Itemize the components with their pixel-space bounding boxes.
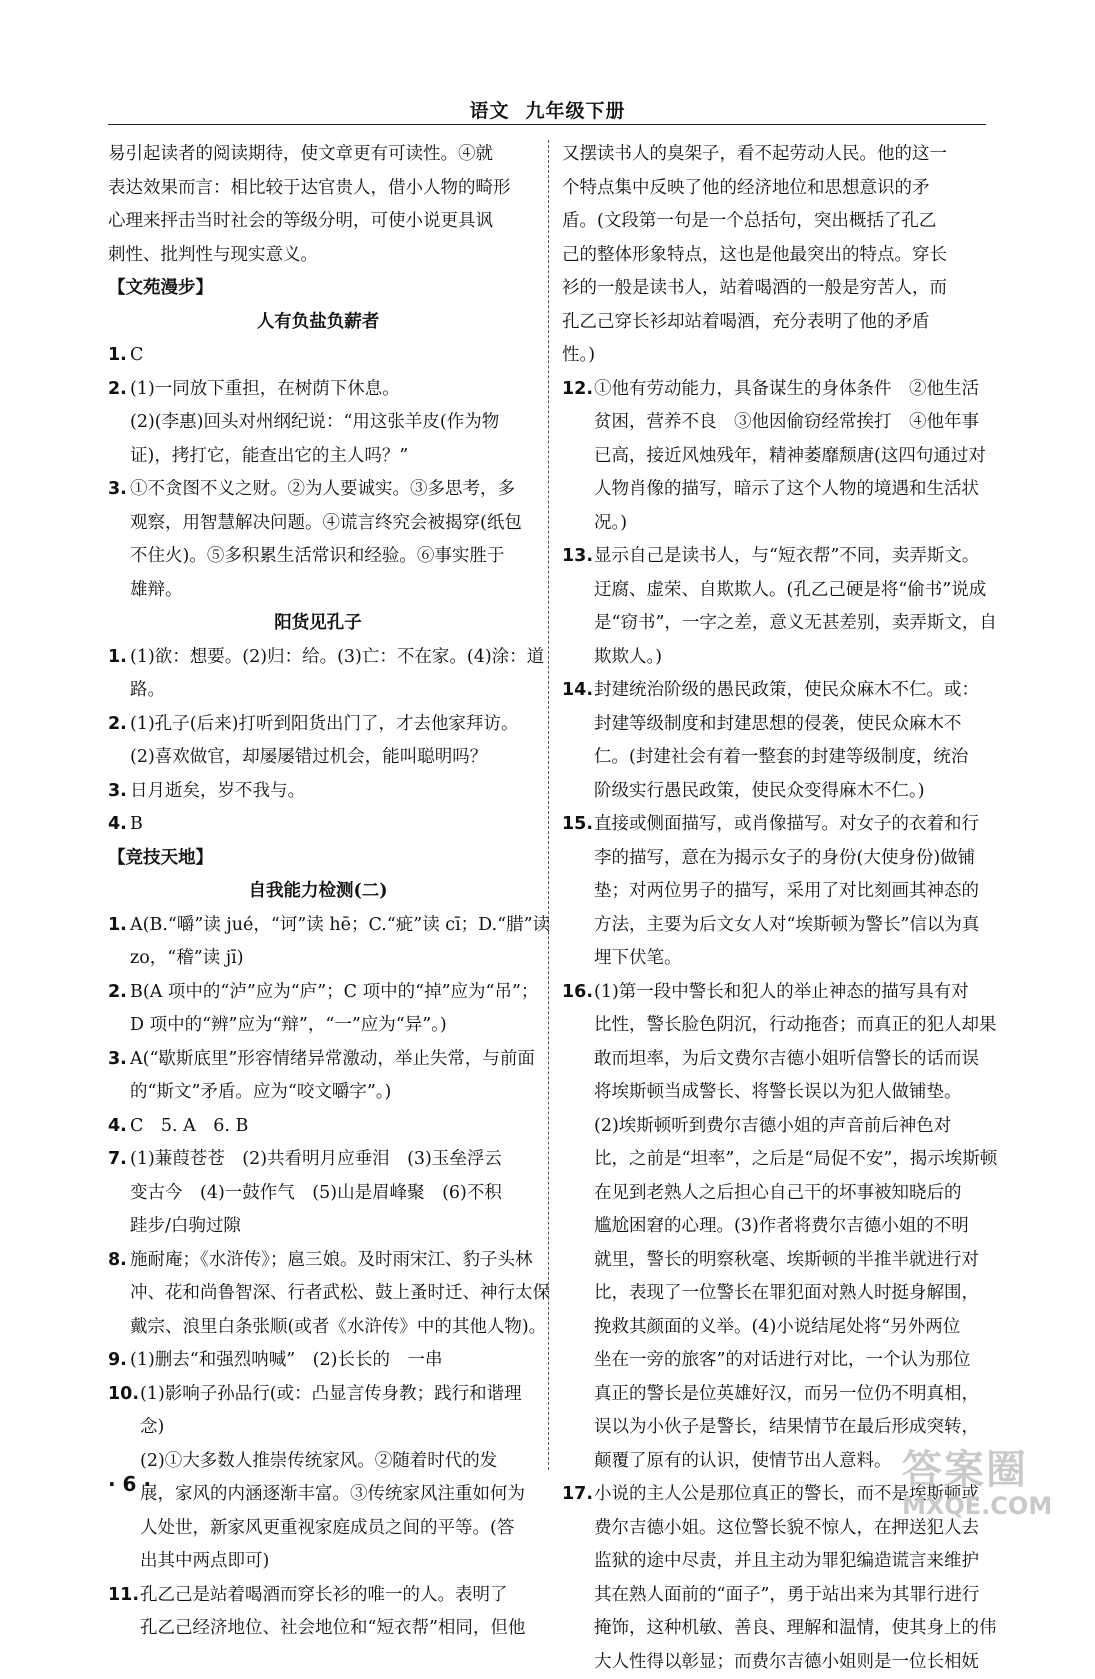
answer-item (108, 1579, 528, 1646)
text-line: (2)(李惠)回头对州纲纪说：“用这张羊皮(作为物 (130, 406, 528, 440)
text-line: 戴宗、浪里白条张顺(或者《水浒传》中的其他人物)。 (130, 1311, 550, 1345)
answer-item (108, 708, 528, 775)
item-number: 4. (108, 1110, 130, 1144)
text-line: 贫困，营养不良 ③他因偷窃经常挨打 ④他年事 (594, 406, 986, 440)
answer-item (108, 1344, 528, 1378)
text-line: B(A 项中的“泸”应为“庐”；C 项中的“掉”应为“吊”； (130, 976, 538, 1010)
text-line: 不住火)。⑤多积累生活常识和经验。⑥事实胜于 (130, 540, 528, 574)
item-number: 2. (108, 373, 130, 474)
text-line: 又摆读书人的臭架子，看不起劳动人民。他的这一 (562, 138, 986, 172)
item-number: 14. (562, 674, 594, 808)
text-line: 人处世，新家风更重视家庭成员之间的平等。(答 (140, 1512, 528, 1546)
item-text (594, 674, 986, 808)
text-line: 真正的警长是位英雄好汉，而另一位仍不明真相， (594, 1378, 997, 1412)
item-text (140, 1378, 528, 1579)
item-number: 3. (108, 473, 130, 607)
item-number: 1. (108, 909, 130, 976)
item-number: 15. (562, 808, 594, 976)
text-line: 阶级实行愚民政策，使民众变得麻木不仁。) (594, 775, 986, 809)
text-line: 方法，主要为后文女人对“埃斯顿为警长”信以为真 (594, 909, 986, 943)
text-line: ①他有劳动能力，具备谋生的身体条件 ②他生活 (594, 373, 986, 407)
item-number: 9. (108, 1344, 130, 1378)
item-number: 17. (562, 1478, 594, 1679)
text-line: 比，之前是“坦率”，之后是“局促不安”，揭示埃斯顿 (594, 1143, 997, 1177)
text-line: 性。) (562, 339, 986, 373)
text-line: 掩饰，这种机敏、善良、理解和温情，使其身上的伟 (594, 1612, 997, 1646)
text-line: 跬步/白驹过隙 (130, 1210, 528, 1244)
answer-item (562, 373, 986, 541)
text-line: 孔乙己是站着喝酒而穿长衫的唯一的人。表明了 (140, 1579, 528, 1613)
text-line: 展，家风的内涵逐渐丰富。③传统家风注重如何为 (140, 1478, 528, 1512)
text-line: 已高，接近风烛残年，精神萎靡颓唐(这四句通过对 (594, 440, 986, 474)
answer-item (108, 1110, 528, 1144)
text-line: 直接或侧面描写，或肖像描写。对女子的衣着和行 (594, 808, 986, 842)
article-title: 阳货见孔子 (108, 607, 528, 641)
answer-item (108, 1378, 528, 1579)
item-text (140, 1579, 528, 1646)
text-line: 人物肖像的描写，暗示了这个人物的境遇和生活状 (594, 473, 986, 507)
text-line: 况。) (594, 507, 986, 541)
text-line: 在见到老熟人之后担心自己干的坏事被知晓后的 (594, 1177, 997, 1211)
text-line: 施耐庵；《水浒传》；扈三娘。及时雨宋江、豹子头林 (130, 1244, 550, 1278)
text-line: (1)蒹葭苍苍 (2)共看明月应垂泪 (3)玉垒浮云 (130, 1143, 528, 1177)
text-line: 封建等级制度和封建思想的侵袭，使民众麻木不 (594, 708, 986, 742)
text-line: 孔乙己经济地位、社会地位和“短衣帮”相同，但他 (140, 1612, 528, 1646)
item-text (130, 708, 528, 775)
text-line: 路。 (130, 674, 544, 708)
text-line: 欺欺人。) (594, 641, 997, 675)
text-line: 心理来抨击当时社会的等级分明，可使小说更具讽 (108, 205, 528, 239)
item-text (594, 373, 986, 541)
text-line: 雄辩。 (130, 574, 528, 608)
text-line: A(“歇斯底里”形容情绪异常激动，举止失常，与前面 (130, 1043, 535, 1077)
text-line: 监狱的途中尽责，并且主动为罪犯编造谎言来维护 (594, 1545, 997, 1579)
answer-item (562, 808, 986, 976)
text-line: C (130, 339, 528, 373)
item-text (594, 976, 997, 1479)
answer-item (108, 808, 528, 842)
item-number: 3. (108, 775, 130, 809)
text-line: 尴尬困窘的心理。(3)作者将费尔吉德小姐的不明 (594, 1210, 997, 1244)
text-line: 表达效果而言：相比较于达官贵人，借小人物的畸形 (108, 172, 528, 206)
text-line: 挽救其颜面的义举。(4)小说结尾处将“另外两位 (594, 1311, 997, 1345)
text-line: 比，表现了一位警长在罪犯面对熟人时挺身解围， (594, 1277, 997, 1311)
answer-item (108, 339, 528, 373)
text-line: 己的整体形象特点，这也是他最突出的特点。穿长 (562, 239, 986, 273)
item-number: 2. (108, 976, 130, 1043)
text-line: 盾。(文段第一句是一个总括句，突出概括了孔乙 (562, 205, 986, 239)
text-line: 是“窃书”，一字之差，意义无甚差别，卖弄斯文，自 (594, 607, 997, 641)
answer-item (108, 373, 528, 474)
header-subject: 语文 (469, 100, 509, 122)
item-text (130, 909, 550, 976)
text-line: 封建统治阶级的愚民政策，使民众麻木不仁。或： (594, 674, 986, 708)
text-line: (1)第一段中警长和犯人的举止神态的描写具有对 (594, 976, 997, 1010)
text-line: 出其中两点即可) (140, 1545, 528, 1579)
item-number: 3. (108, 1043, 130, 1110)
text-line: ①不贪图不义之财。②为人要诚实。③多思考，多 (130, 473, 528, 507)
item-number: 12. (562, 373, 594, 541)
text-line: 就里，警长的明察秋毫、埃斯顿的半推半就进行对 (594, 1244, 997, 1278)
text-line: 垫；对两位男子的描写，采用了对比刻画其神态的 (594, 875, 986, 909)
text-line: 观察，用智慧解决问题。④谎言终究会被揭穿(纸包 (130, 507, 528, 541)
text-line: (1)影响子孙品行(或：凸显言传身教；践行和谐理 (140, 1378, 528, 1412)
header-rule (108, 124, 986, 125)
text-line: (2)埃斯顿听到费尔吉德小姐的声音前后神色对 (594, 1110, 997, 1144)
text-line: 坐在一旁的旅客”的对话进行对比，一个认为那位 (594, 1344, 997, 1378)
item-number: 1. (108, 339, 130, 373)
watermark-url: MXQE.COM (902, 1492, 1082, 1520)
item-number: 4. (108, 808, 130, 842)
item-number: 10. (108, 1378, 140, 1579)
answer-item (108, 976, 528, 1043)
item-number: 16. (562, 976, 594, 1479)
item-text (130, 808, 528, 842)
answer-item (562, 674, 986, 808)
text-line: 费尔吉德小姐。这位警长貌不惊人，在押送犯人去 (594, 1512, 997, 1546)
text-line: (1)欲：想要。(2)归：给。(3)亡：不在家。(4)涂：道 (130, 641, 544, 675)
text-line: zo，“稽”读 jī) (130, 942, 550, 976)
text-line: 误以为小伙子是警长，结果情节在最后形成突转， (594, 1411, 997, 1445)
text-line: 刺性、批判性与现实意义。 (108, 239, 528, 273)
item-number: 7. (108, 1143, 130, 1244)
text-line: 小说的主人公是那位真正的警长，而不是埃斯顿或 (594, 1478, 997, 1512)
item-number: 8. (108, 1244, 130, 1345)
answer-item (562, 976, 986, 1479)
item-number: 11. (108, 1579, 140, 1646)
answer-item (562, 540, 986, 674)
text-line: (1)删去“和强烈呐喊” (2)长长的 一串 (130, 1344, 528, 1378)
item-number: 13. (562, 540, 594, 674)
text-line: 比性，警长脸色阴沉，行动拖沓；而真正的犯人却果 (594, 1009, 997, 1043)
item-number: 2. (108, 708, 130, 775)
text-line: 冲、花和尚鲁智深、行者武松、鼓上蚤时迁、神行太保 (130, 1277, 550, 1311)
answer-item (108, 1043, 528, 1110)
text-line: 衫的一般是读书人，站着喝酒的一般是穷苦人，而 (562, 272, 986, 306)
text-line: 李的描写，意在为揭示女子的身份(大使身份)做铺 (594, 842, 986, 876)
article-title: 人有负盐负薪者 (108, 306, 528, 340)
text-line: A(B.“嚼”读 jué，“诃”读 hē；C.“疵”读 cī；D.“腊”读 (130, 909, 550, 943)
item-text (130, 1244, 550, 1345)
item-text (130, 473, 528, 607)
item-text (130, 641, 544, 708)
text-line: 仁。(封建社会有着一整套的封建等级制度，统治 (594, 741, 986, 775)
text-line: 将埃斯顿当成警长、将警长误以为犯人做铺垫。 (594, 1076, 997, 1110)
text-line: 变古今 (4)一鼓作气 (5)山是眉峰聚 (6)不积 (130, 1177, 528, 1211)
item-text (130, 1110, 528, 1144)
text-line: 的“斯文”矛盾。应为“咬文嚼字”。) (130, 1076, 535, 1110)
watermark-logo (902, 1448, 1082, 1528)
text-line: 颠覆了原有的认识，使情节出人意料。 (594, 1445, 997, 1479)
section-heading: 【竞技天地】 (108, 842, 528, 876)
item-text (594, 540, 997, 674)
text-line: (2)喜欢做官，却屡屡错过机会，能叫聪明吗？ (130, 741, 528, 775)
text-line: 个特点集中反映了他的经济地位和思想意识的矛 (562, 172, 986, 206)
answer-item (108, 1244, 528, 1345)
answer-item (108, 473, 528, 607)
text-line: (2)①大多数人推崇传统家风。②随着时代的发 (140, 1445, 528, 1479)
text-line: 埋下伏笔。 (594, 942, 986, 976)
text-line: 显示自己是读书人，与“短衣帮”不同，卖弄斯文。 (594, 540, 997, 574)
item-text (130, 373, 528, 474)
text-line: D 项中的“辨”应为“辩”，“一”应为“异”。) (130, 1009, 538, 1043)
text-line: C 5. A 6. B (130, 1110, 528, 1144)
item-text (130, 1143, 528, 1244)
text-line: 敢而坦率，为后文费尔吉德小姐听信警长的话而误 (594, 1043, 997, 1077)
text-line: 迂腐、虚荣、自欺欺人。(孔乙己硬是将“偷书”说成 (594, 574, 997, 608)
watermark-text: 答案圈 (902, 1448, 1082, 1492)
text-line: 证)，拷打它，能查出它的主人吗？” (130, 440, 528, 474)
answer-item (108, 909, 528, 976)
answer-item (108, 775, 528, 809)
item-number: 1. (108, 641, 130, 708)
item-text (130, 1043, 535, 1110)
text-line: (1)孔子(后来)打听到阳货出门了，才去他家拜访。 (130, 708, 528, 742)
text-line: 日月逝矣，岁不我与。 (130, 775, 528, 809)
item-text (130, 775, 528, 809)
header-grade: 九年级下册 (526, 100, 626, 122)
answer-item (108, 641, 528, 708)
text-line: 其在熟人面前的“面子”，勇于站出来为其罪行进行 (594, 1579, 997, 1613)
answer-item (108, 1143, 528, 1244)
item-text (594, 808, 986, 976)
section-heading: 【文苑漫步】 (108, 272, 528, 306)
item-text (130, 339, 528, 373)
page-number: · 6 · (108, 1472, 151, 1496)
text-line: 孔乙己穿长衫却站着喝酒，充分表明了他的矛盾 (562, 306, 986, 340)
text-line: 大人性得以彰显；而费尔吉德小姐则是一位长相妩 (594, 1646, 997, 1679)
left-column (108, 138, 528, 1646)
text-line: 易引起读者的阅读期待，使文章更有可读性。④就 (108, 138, 528, 172)
article-title: 自我能力检测(二) (108, 875, 528, 909)
item-text (130, 976, 538, 1043)
page-header (0, 96, 1095, 123)
text-line: B (130, 808, 528, 842)
text-line: 念) (140, 1411, 528, 1445)
item-text (130, 1344, 528, 1378)
text-line: (1)一同放下重担，在树荫下休息。 (130, 373, 528, 407)
